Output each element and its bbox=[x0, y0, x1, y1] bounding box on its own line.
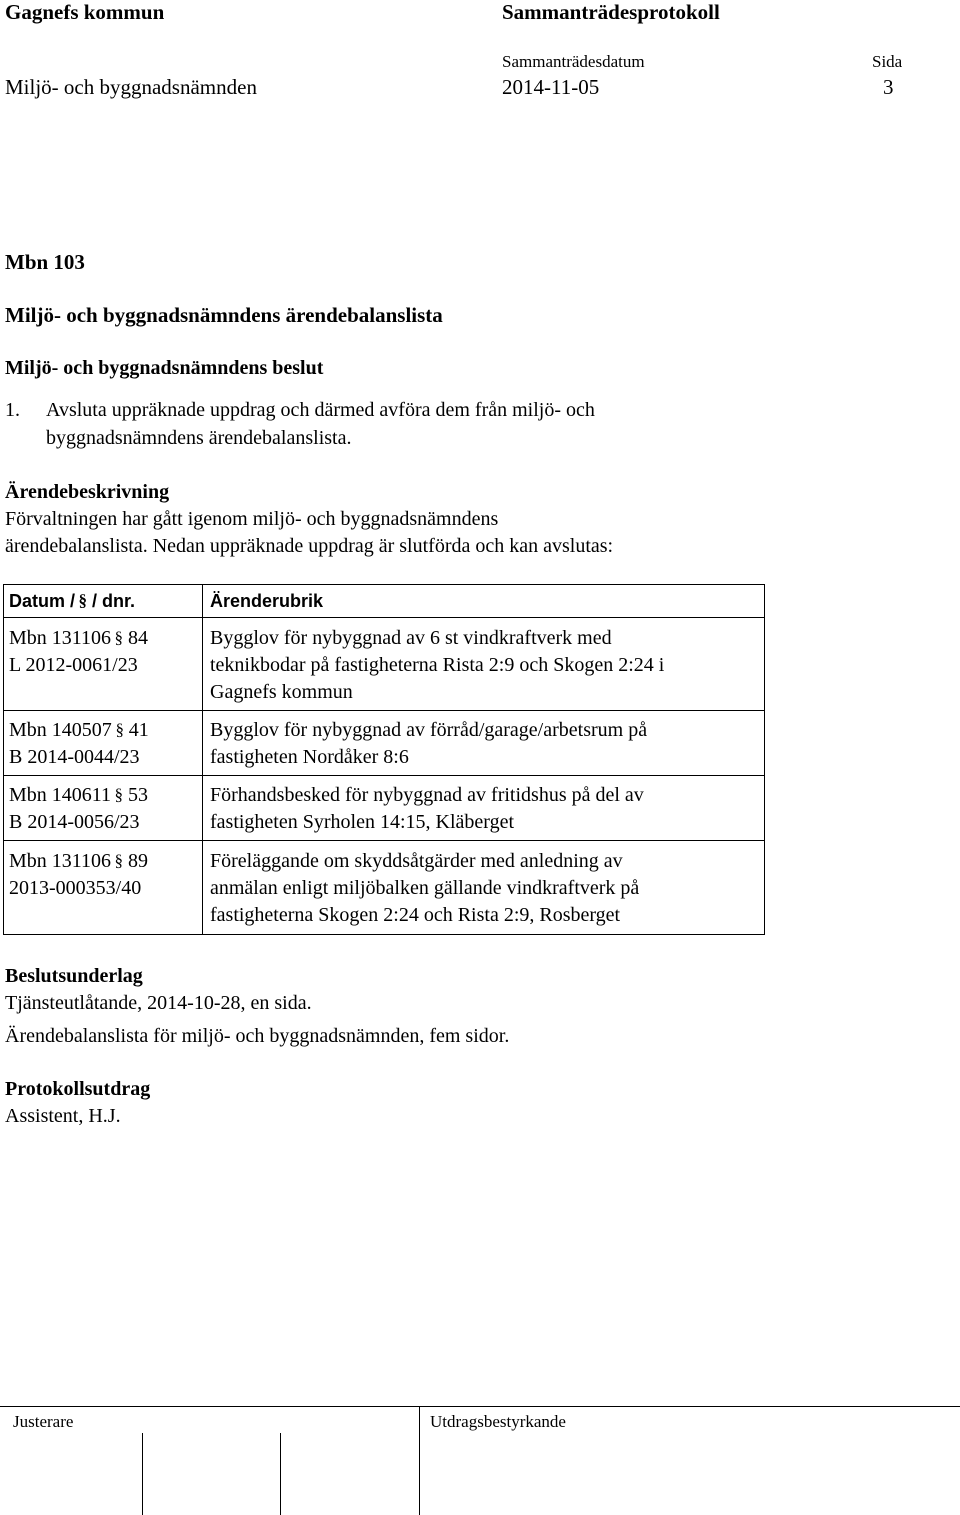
table-header-reference: Datum / § / dnr. bbox=[9, 591, 136, 611]
section-sign-icon bbox=[114, 852, 125, 869]
basis-item: Ärendebalanslista för miljö- och byggnadsnämnden, fem sidor. bbox=[5, 1025, 510, 1047]
table-row-subject: Föreläggande om skyddsåtgärder med anledning av anmälan enligt miljöbalken gällande vindkraftverk på fastigheterna Skogen 2:24 och Rista 2:9, Rosberget bbox=[210, 850, 640, 926]
section-sign-icon bbox=[114, 786, 125, 803]
svg-text:§: § bbox=[114, 629, 124, 646]
table-row-reference: Mbn 131106 § 89 2013-000353/40 bbox=[9, 850, 149, 899]
table-row-reference: Mbn 140611 § 53 B 2014-0056/23 bbox=[9, 784, 149, 833]
table-row-subject: Förhandsbesked för nybyggnad av fritidshus på del av fastigheten Syrholen 14:15, Kläberget bbox=[210, 784, 644, 833]
description-text-line: Förvaltningen har gått igenom miljö- och byggnadsnämndens bbox=[5, 508, 499, 530]
meeting-date-label: Sammanträdesdatum bbox=[502, 52, 645, 71]
extract-recipient: Assistent, H.J. bbox=[5, 1105, 121, 1127]
decision-text-line: byggnadsnämndens ärendebalanslista. bbox=[46, 427, 352, 449]
table-row-reference: Mbn 131106 § 84 L 2012-0061/23 bbox=[9, 627, 149, 676]
signature-footer bbox=[0, 1406, 960, 1515]
decision-item-number: 1. bbox=[5, 399, 20, 421]
table-row-reference: Mbn 140507 § 41 B 2014-0044/23 bbox=[9, 719, 149, 768]
section-sign-icon bbox=[78, 592, 89, 609]
organization-name: Gagnefs kommun bbox=[5, 0, 165, 24]
extract-heading: Protokollsutdrag bbox=[5, 1078, 151, 1100]
svg-text:§: § bbox=[114, 786, 124, 803]
basis-heading: Beslutsunderlag bbox=[5, 965, 143, 987]
basis-item: Tjänsteutlåtande, 2014-10-28, en sida. bbox=[5, 992, 312, 1014]
page-label: Sida bbox=[872, 52, 903, 71]
certification-label: Utdragsbestyrkande bbox=[430, 1412, 566, 1431]
section-sign-icon bbox=[115, 721, 126, 738]
table-header-subject: Ärenderubrik bbox=[210, 591, 324, 611]
section-title: Miljö- och byggnadsnämndens ärendebalanslista bbox=[5, 303, 443, 327]
board-name: Miljö- och byggnadsnämnden bbox=[5, 75, 257, 99]
description-heading: Ärendebeskrivning bbox=[5, 481, 170, 503]
section-number: Mbn 103 bbox=[5, 250, 85, 274]
svg-text:§: § bbox=[78, 592, 88, 609]
case-table bbox=[3, 584, 765, 935]
section-sign-icon bbox=[114, 629, 125, 646]
document-type: Sammanträdesprotokoll bbox=[502, 0, 720, 24]
decision-text-line: Avsluta uppräknade uppdrag och därmed avföra dem från miljö- och bbox=[46, 399, 595, 421]
svg-text:§: § bbox=[115, 721, 124, 738]
table-row-subject: Bygglov för nybyggnad av 6 st vindkraftverk med teknikbodar på fastigheterna Rista 2:9 och Skogen 2:24 i Gagnefs kommun bbox=[210, 627, 665, 703]
decision-heading: Miljö- och byggnadsnämndens beslut bbox=[5, 357, 324, 379]
table-row-subject: Bygglov för nybyggnad av förråd/garage/arbetsrum på fastigheten Nordåker 8:6 bbox=[210, 719, 648, 768]
description-text-line: ärendebalanslista. Nedan uppräknade uppdrag är slutförda och kan avslutas: bbox=[5, 535, 614, 557]
svg-text:§: § bbox=[114, 852, 124, 869]
meeting-date: 2014-11-05 bbox=[502, 75, 600, 99]
page-number: 3 bbox=[883, 75, 894, 99]
adjusters-label: Justerare bbox=[13, 1412, 74, 1431]
